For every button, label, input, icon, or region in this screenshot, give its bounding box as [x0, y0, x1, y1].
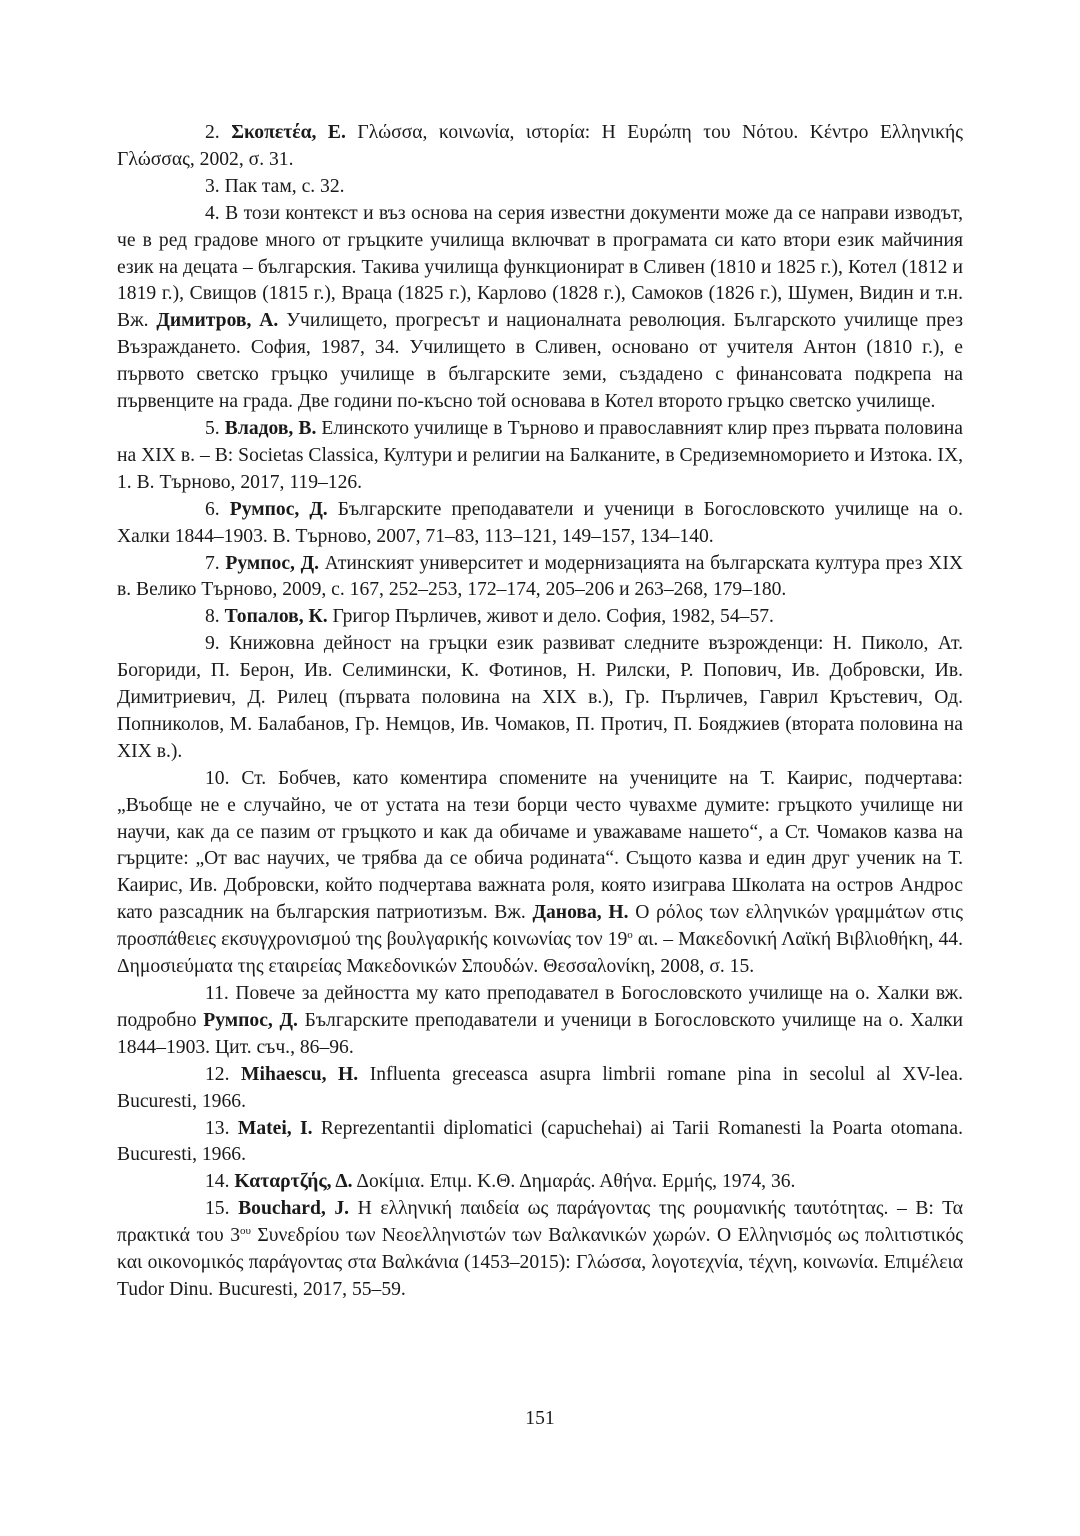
footnote-text: Българските преподаватели и ученици в Богословското училище на о. Халки 1844–1903. Цит. съч., 86–96. [117, 1009, 963, 1058]
footnote-author: Румпос, Д. [203, 1009, 298, 1031]
footnote-number: 3. [205, 175, 220, 197]
footnote-3 [117, 174, 963, 201]
footnote-number: 13. [205, 1117, 230, 1139]
footnote-author: Димитров, А. [156, 310, 279, 332]
footnote-text: Συνεδρίου των Νεοελληνιστών των Βαλκανικών χωρών. Ο Ελληνισμός ως πολιτιστικός και οικονομικός παράγοντας στα Βαλκάνια (1453–2015): Γλώσσα, λογοτεχνία, τέχνη, κοινωνία. Επιμέλεια Tudor Dinu. Bucuresti, 2017, 55–59. [117, 1225, 963, 1300]
footnote-number: 9. [205, 633, 220, 655]
footnote-6 [117, 497, 963, 551]
footnote-author: Καταρτζής, Δ. [234, 1171, 353, 1193]
footnote-text: Повече за дейността му като преподавател в Богословското училище на о. Халки вж. подробно [117, 983, 964, 1031]
footnote-author: Bouchard, J. [238, 1198, 350, 1220]
footnote-text: Атинският университет и модернизацията на българската култура през XIX в. Велико Търново, 2009, с. 167, 252–253, 172–174, 205–206 и 263–268, 179–180. [117, 552, 963, 601]
footnote-13 [117, 1116, 963, 1170]
footnote-text: Η ελληνική παιδεία ως παράγοντας της ρουμανικής ταυτότητας. – Β: Τα πρακτικά του 3 [117, 1198, 964, 1247]
footnote-text: Ο ρόλος των ελληνικών γραμμάτων στις προσπάθειες εκσυγχρονισμού της βουλγαρικής κοινωνίας τον 19 [117, 902, 964, 951]
footnote-text: Γλώσσα, κοινωνία, ιστορία: Η Ευρώπη του Νότου. Κέντρο Ελληνικής Γλώσσας, 2002, σ. 31. [117, 122, 963, 170]
footnote-author: Владов, В. [224, 417, 317, 439]
footnote-number: 2. [205, 122, 220, 143]
footnote-number: 5. [205, 417, 220, 439]
footnote-author: Румпос, Д. [229, 498, 328, 520]
footnote-author: Matei, I. [237, 1117, 313, 1139]
footnote-number: 12. [205, 1063, 230, 1085]
footnote-text: Училището, прогресът и националната революция. Българското училище през Възраждането. София, 1987, 34. Училището в Сливен, основано от учителя Антон (1810 г.), е първото светско гръцко училище в българските земи, създадено с финансовата подкрепа на първенците на града. Две години по-късно той основава в Котел второто гръцко светско училище. [117, 310, 963, 413]
footnote-author: Румпос, Д. [225, 552, 319, 574]
footnote-text: Δοκίμια. Επιμ. Κ.Θ. Δημαράς. Αθήνα. Ερμής, 1974, 36. [356, 1171, 796, 1193]
footnote-number: 10. [205, 767, 230, 789]
footnote-text: В този контекст и въз основа на серия известни документи може да се направи изводът, че в ред градове много от гръцките училища включват в програмата си като втори език майчиния език на децата – българския. Такива училища функционират в Сливен (1810 и 1825 г.), Котел (1812 и 1819 г.), Свищов (1815 г.), Враца (1825 г.), Карлово (1828 г.), Самоков (1826 г.), Шумен, Видин и т.н. Вж. [117, 202, 963, 332]
footnote-author: Топалов, К. [224, 606, 328, 628]
footnote-number: 15. [205, 1198, 230, 1220]
footnote-9 [117, 631, 963, 766]
footnote-12 [117, 1062, 963, 1116]
footnote-text: Елинското училище в Търново и православният клир през първата половина на XIX в. – В: Societas Classica, Култури и религии на Балканите, в Средиземноморието и Изтока. IX, 1. В. Търново, 2017, 119–126. [117, 417, 963, 493]
footnote-number: 6. [205, 498, 220, 520]
page-number: 151 [525, 1408, 555, 1429]
footnote-author: Данова, Н. [532, 902, 629, 924]
footnote-2 [117, 120, 963, 174]
footnote-number: 8. [205, 606, 220, 628]
footnote-number: 14. [205, 1171, 230, 1193]
footnotes-block [117, 120, 963, 1304]
footnote-5 [117, 416, 963, 497]
footnote-14 [117, 1169, 963, 1196]
footnote-text: Ст. Бобчев, като коментира спомените на учениците на Т. Каирис, подчертава: „Въобще не е случайно, че от устата на тези борци често чувахме думите: гръцкото училище ни научи, как да се пазим от гръцкото и как да обичаме и уважаваме нашето“, а Ст. Чомаков казва на гърците: „От вас научих, че трябва да се обича родината“. Същото казва и един друг ученик на Т. Каирис, Ив. Добровски, който подчертава важната роля, която изиграва Школата на остров Андрос като разсадник на българския патриотизъм. Вж. [117, 767, 963, 924]
footnote-author: Σκοπετέα, Ε. [231, 122, 346, 143]
footnote-text: Григор Пърличев, живот и дело. София, 1982, 54–57. [332, 606, 774, 628]
footnote-text: Книжовна дейност на гръцки език развиват следните възрожденци: Н. Пиколо, Ат. Богориди, П. Берон, Ив. Селимински, К. Фотинов, Н. Рилски, Р. Попович, Ив. Добровски, Ив. Димитриевич, Д. Рилец (първата половина на XIX в.), Гр. Пърличев, Гаврил Кръстевич, Од. Попниколов, М. Балабанов, Гр. Немцов, Ив. Чомаков, П. Протич, П. Бояджиев (втората половина на XIX в.). [117, 633, 963, 762]
footnote-4 [117, 201, 963, 416]
footnote-author: Mihaescu, H. [241, 1063, 359, 1085]
footnote-text: Българските преподаватели и ученици в Богословското училище на о. Халки 1844–1903. В. Търново, 2007, 71–83, 113–121, 149–157, 134–140. [117, 498, 963, 547]
footnote-text: αι. – Μακεδονική Λαϊκή Βιβλιοθήκη, 44. Δημοσιεύματα της εταιρείας Μακεδονικών Σπουδών. Θεσσαλονίκη, 2008, σ. 15. [117, 929, 963, 978]
footnote-number: 11. [205, 983, 229, 1004]
footnote-number: 4. [205, 202, 220, 224]
footnote-15 [117, 1196, 963, 1304]
footnote-8 [117, 604, 963, 631]
footnote-7 [117, 551, 963, 605]
footnote-11 [117, 981, 963, 1062]
footnote-10 [117, 766, 963, 981]
footnote-text: Пак там, с. 32. [224, 175, 345, 197]
footnote-text: Reprezentantii diplomatici (capuchehai) ai Tarii Romanesti la Poarta otomana. Bucuresti, 1966. [117, 1117, 963, 1166]
footnote-number: 7. [205, 552, 220, 574]
superscript: ο [627, 929, 633, 942]
superscript: ου [240, 1225, 251, 1238]
footnote-text: Influenta greceasca asupra limbrii romane pina in secolul al XV-lea. Bucuresti, 1966. [117, 1063, 963, 1112]
